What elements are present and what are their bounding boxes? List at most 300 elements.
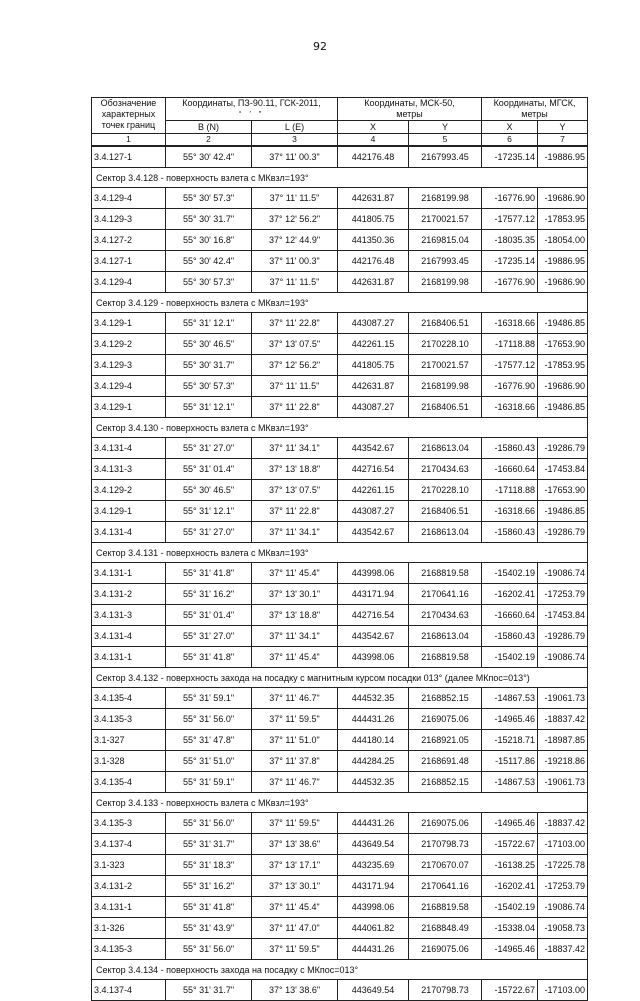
mgsk-x-cell: -16138.25 bbox=[482, 855, 538, 876]
msk-x-cell: 442716.54 bbox=[338, 605, 409, 626]
msk-x-cell: 442716.54 bbox=[338, 459, 409, 480]
column-number: 1 bbox=[92, 134, 166, 147]
sector-row bbox=[92, 793, 588, 813]
point-id-cell: 3.4.137-4 bbox=[92, 834, 166, 855]
header-pz-coordinates: Координаты, ПЗ-90.11, ГСК-2011, ° ′ ″ bbox=[166, 98, 338, 121]
msk-y-cell: 2168199.98 bbox=[409, 376, 482, 397]
table-row bbox=[92, 188, 588, 209]
msk-x-cell: 443542.67 bbox=[338, 522, 409, 543]
table-row bbox=[92, 897, 588, 918]
subheader-l-e: L (E) bbox=[252, 121, 338, 134]
mgsk-x-cell: -15402.19 bbox=[482, 563, 538, 584]
table-row bbox=[92, 939, 588, 960]
msk-x-cell: 444431.26 bbox=[338, 709, 409, 730]
msk-y-cell: 2170434.63 bbox=[409, 605, 482, 626]
sector-row bbox=[92, 418, 588, 438]
msk-x-cell: 443998.06 bbox=[338, 563, 409, 584]
latitude-cell: 55° 31' 31.7" bbox=[166, 834, 252, 855]
sector-row bbox=[92, 543, 588, 563]
msk-x-cell: 443998.06 bbox=[338, 647, 409, 668]
mgsk-x-cell: -14965.46 bbox=[482, 813, 538, 834]
latitude-cell: 55° 30' 42.4" bbox=[166, 146, 252, 168]
msk-y-cell: 2168199.98 bbox=[409, 272, 482, 293]
msk-x-cell: 443649.54 bbox=[338, 834, 409, 855]
mgsk-y-cell: -19286.79 bbox=[538, 438, 588, 459]
mgsk-y-cell: -19061.73 bbox=[538, 688, 588, 709]
mgsk-x-cell: -15722.67 bbox=[482, 980, 538, 1001]
table-row bbox=[92, 876, 588, 897]
column-number: 2 bbox=[166, 134, 252, 147]
sector-title: Сектор 3.4.130 - поверхность взлета с МКвзл=193° bbox=[92, 418, 588, 438]
sector-row bbox=[92, 293, 588, 313]
table-row bbox=[92, 751, 588, 772]
longitude-cell: 37° 11' 59.5" bbox=[252, 813, 338, 834]
mgsk-y-cell: -17653.90 bbox=[538, 480, 588, 501]
column-number: 3 bbox=[252, 134, 338, 147]
latitude-cell: 55° 31' 16.2" bbox=[166, 584, 252, 605]
longitude-cell: 37° 11' 34.1" bbox=[252, 626, 338, 647]
mgsk-y-cell: -17653.90 bbox=[538, 334, 588, 355]
point-id-cell: 3.4.131-1 bbox=[92, 563, 166, 584]
mgsk-y-cell: -17853.95 bbox=[538, 209, 588, 230]
point-id-cell: 3.4.129-2 bbox=[92, 480, 166, 501]
point-id-cell: 3.4.129-3 bbox=[92, 355, 166, 376]
point-id-cell: 3.4.127-2 bbox=[92, 230, 166, 251]
latitude-cell: 55° 31' 18.3" bbox=[166, 855, 252, 876]
table-row bbox=[92, 397, 588, 418]
msk-y-cell: 2170021.57 bbox=[409, 209, 482, 230]
msk-y-cell: 2170641.16 bbox=[409, 584, 482, 605]
point-id-cell: 3.4.131-4 bbox=[92, 626, 166, 647]
msk-y-cell: 2168819.58 bbox=[409, 897, 482, 918]
table-header bbox=[92, 98, 588, 147]
latitude-cell: 55° 30' 46.5" bbox=[166, 480, 252, 501]
mgsk-y-cell: -19218.86 bbox=[538, 751, 588, 772]
sector-row bbox=[92, 168, 588, 188]
mgsk-y-cell: -19686.90 bbox=[538, 188, 588, 209]
table-row bbox=[92, 376, 588, 397]
table-row bbox=[92, 313, 588, 334]
msk-y-cell: 2170228.10 bbox=[409, 334, 482, 355]
longitude-cell: 37° 12' 56.2" bbox=[252, 355, 338, 376]
latitude-cell: 55° 31' 59.1" bbox=[166, 772, 252, 793]
table-row bbox=[92, 730, 588, 751]
msk-y-cell: 2168406.51 bbox=[409, 313, 482, 334]
latitude-cell: 55° 31' 56.0" bbox=[166, 813, 252, 834]
latitude-cell: 55° 30' 57.3" bbox=[166, 376, 252, 397]
longitude-cell: 37° 13' 38.6" bbox=[252, 834, 338, 855]
point-id-cell: 3.4.129-4 bbox=[92, 376, 166, 397]
table-row bbox=[92, 438, 588, 459]
point-id-cell: 3.4.129-2 bbox=[92, 334, 166, 355]
msk-y-cell: 2170798.73 bbox=[409, 834, 482, 855]
msk-y-cell: 2168613.04 bbox=[409, 626, 482, 647]
table-row bbox=[92, 626, 588, 647]
page-number: 92 bbox=[313, 40, 327, 53]
mgsk-y-cell: -19686.90 bbox=[538, 272, 588, 293]
table-row bbox=[92, 918, 588, 939]
longitude-cell: 37° 13' 18.8" bbox=[252, 459, 338, 480]
latitude-cell: 55° 31' 27.0" bbox=[166, 522, 252, 543]
mgsk-x-cell: -16202.41 bbox=[482, 876, 538, 897]
msk-x-cell: 441350.36 bbox=[338, 230, 409, 251]
mgsk-x-cell: -17118.88 bbox=[482, 480, 538, 501]
msk-y-cell: 2170228.10 bbox=[409, 480, 482, 501]
point-id-cell: 3.4.127-1 bbox=[92, 251, 166, 272]
mgsk-y-cell: -19286.79 bbox=[538, 522, 588, 543]
table-row bbox=[92, 772, 588, 793]
mgsk-y-cell: -19286.79 bbox=[538, 626, 588, 647]
msk-y-cell: 2170021.57 bbox=[409, 355, 482, 376]
point-id-cell: 3.1-328 bbox=[92, 751, 166, 772]
mgsk-y-cell: -19886.95 bbox=[538, 251, 588, 272]
column-number: 6 bbox=[482, 134, 538, 147]
mgsk-x-cell: -15402.19 bbox=[482, 897, 538, 918]
longitude-cell: 37° 11' 11.5" bbox=[252, 376, 338, 397]
msk-y-cell: 2167993.45 bbox=[409, 146, 482, 168]
mgsk-x-cell: -16660.64 bbox=[482, 605, 538, 626]
mgsk-x-cell: -16318.66 bbox=[482, 313, 538, 334]
longitude-cell: 37° 11' 34.1" bbox=[252, 438, 338, 459]
point-id-cell: 3.4.127-1 bbox=[92, 146, 166, 168]
table-row bbox=[92, 334, 588, 355]
latitude-cell: 55° 31' 16.2" bbox=[166, 876, 252, 897]
mgsk-x-cell: -16776.90 bbox=[482, 188, 538, 209]
msk-x-cell: 442631.87 bbox=[338, 272, 409, 293]
point-id-cell: 3.4.129-4 bbox=[92, 188, 166, 209]
mgsk-x-cell: -15338.04 bbox=[482, 918, 538, 939]
msk-x-cell: 443171.94 bbox=[338, 876, 409, 897]
msk-y-cell: 2167993.45 bbox=[409, 251, 482, 272]
msk-x-cell: 444284.25 bbox=[338, 751, 409, 772]
mgsk-x-cell: -17235.14 bbox=[482, 251, 538, 272]
mgsk-x-cell: -17118.88 bbox=[482, 334, 538, 355]
point-id-cell: 3.4.135-4 bbox=[92, 688, 166, 709]
sector-title: Сектор 3.4.133 - поверхность взлета с МКвзл=193° bbox=[92, 793, 588, 813]
latitude-cell: 55° 30' 16.8" bbox=[166, 230, 252, 251]
mgsk-x-cell: -15218.71 bbox=[482, 730, 538, 751]
mgsk-y-cell: -19086.74 bbox=[538, 647, 588, 668]
longitude-cell: 37° 11' 51.0" bbox=[252, 730, 338, 751]
point-id-cell: 3.4.129-1 bbox=[92, 397, 166, 418]
column-number: 5 bbox=[409, 134, 482, 147]
msk-x-cell: 441805.75 bbox=[338, 209, 409, 230]
mgsk-x-cell: -15722.67 bbox=[482, 834, 538, 855]
longitude-cell: 37° 11' 22.8" bbox=[252, 313, 338, 334]
sector-title: Сектор 3.4.131 - поверхность взлета с МКвзл=193° bbox=[92, 543, 588, 563]
msk-y-cell: 2169815.04 bbox=[409, 230, 482, 251]
longitude-cell: 37° 13' 17.1" bbox=[252, 855, 338, 876]
latitude-cell: 55° 31' 59.1" bbox=[166, 688, 252, 709]
msk-y-cell: 2168819.58 bbox=[409, 563, 482, 584]
mgsk-y-cell: -17253.79 bbox=[538, 584, 588, 605]
column-number: 4 bbox=[338, 134, 409, 147]
longitude-cell: 37° 13' 30.1" bbox=[252, 584, 338, 605]
mgsk-x-cell: -15860.43 bbox=[482, 438, 538, 459]
msk-y-cell: 2168691.48 bbox=[409, 751, 482, 772]
latitude-cell: 55° 31' 47.8" bbox=[166, 730, 252, 751]
longitude-cell: 37° 11' 34.1" bbox=[252, 522, 338, 543]
msk-x-cell: 443542.67 bbox=[338, 626, 409, 647]
latitude-cell: 55° 31' 12.1" bbox=[166, 397, 252, 418]
mgsk-y-cell: -19086.74 bbox=[538, 897, 588, 918]
table-row bbox=[92, 146, 588, 168]
msk-x-cell: 443171.94 bbox=[338, 584, 409, 605]
sector-title: Сектор 3.4.134 - поверхность захода на посадку с МКпос=013° bbox=[92, 960, 588, 980]
table-row bbox=[92, 813, 588, 834]
mgsk-x-cell: -14867.53 bbox=[482, 688, 538, 709]
msk-y-cell: 2168613.04 bbox=[409, 438, 482, 459]
point-id-cell: 3.4.129-1 bbox=[92, 313, 166, 334]
point-id-cell: 3.4.129-1 bbox=[92, 501, 166, 522]
subheader-mgsk-y: Y bbox=[538, 121, 588, 134]
mgsk-y-cell: -19686.90 bbox=[538, 376, 588, 397]
mgsk-x-cell: -16318.66 bbox=[482, 501, 538, 522]
table-row bbox=[92, 480, 588, 501]
mgsk-x-cell: -16776.90 bbox=[482, 376, 538, 397]
latitude-cell: 55° 30' 31.7" bbox=[166, 209, 252, 230]
mgsk-y-cell: -19061.73 bbox=[538, 772, 588, 793]
longitude-cell: 37° 11' 00.3" bbox=[252, 251, 338, 272]
latitude-cell: 55° 31' 41.8" bbox=[166, 563, 252, 584]
msk-y-cell: 2170434.63 bbox=[409, 459, 482, 480]
mgsk-y-cell: -19486.85 bbox=[538, 501, 588, 522]
mgsk-y-cell: -19058.73 bbox=[538, 918, 588, 939]
mgsk-x-cell: -14965.46 bbox=[482, 709, 538, 730]
table-row bbox=[92, 209, 588, 230]
longitude-cell: 37° 11' 11.5" bbox=[252, 188, 338, 209]
msk-x-cell: 443542.67 bbox=[338, 438, 409, 459]
point-id-cell: 3.4.131-3 bbox=[92, 605, 166, 626]
coordinates-table bbox=[91, 97, 588, 1001]
mgsk-y-cell: -19086.74 bbox=[538, 563, 588, 584]
msk-x-cell: 443998.06 bbox=[338, 897, 409, 918]
latitude-cell: 55° 31' 12.1" bbox=[166, 313, 252, 334]
mgsk-y-cell: -19486.85 bbox=[538, 313, 588, 334]
msk-x-cell: 444061.82 bbox=[338, 918, 409, 939]
point-id-cell: 3.4.131-1 bbox=[92, 897, 166, 918]
latitude-cell: 55° 31' 12.1" bbox=[166, 501, 252, 522]
table-row bbox=[92, 855, 588, 876]
msk-y-cell: 2170798.73 bbox=[409, 980, 482, 1001]
table-body bbox=[92, 146, 588, 1001]
msk-x-cell: 443087.27 bbox=[338, 501, 409, 522]
table-row bbox=[92, 251, 588, 272]
mgsk-y-cell: -17225.78 bbox=[538, 855, 588, 876]
table-row bbox=[92, 522, 588, 543]
sector-title: Сектор 3.4.132 - поверхность захода на посадку с магнитным курсом посадки 013° (далее МКпос=013°) bbox=[92, 668, 588, 688]
subheader-msk-y: Y bbox=[409, 121, 482, 134]
mgsk-y-cell: -17253.79 bbox=[538, 876, 588, 897]
point-id-cell: 3.1-327 bbox=[92, 730, 166, 751]
table-row bbox=[92, 584, 588, 605]
msk-x-cell: 444532.35 bbox=[338, 772, 409, 793]
msk-x-cell: 444532.35 bbox=[338, 688, 409, 709]
mgsk-x-cell: -17577.12 bbox=[482, 209, 538, 230]
table-row bbox=[92, 563, 588, 584]
subheader-b-n: B (N) bbox=[166, 121, 252, 134]
longitude-cell: 37° 11' 45.4" bbox=[252, 897, 338, 918]
point-id-cell: 3.4.131-2 bbox=[92, 876, 166, 897]
longitude-cell: 37° 11' 46.7" bbox=[252, 772, 338, 793]
point-id-cell: 3.1-323 bbox=[92, 855, 166, 876]
msk-y-cell: 2168613.04 bbox=[409, 522, 482, 543]
latitude-cell: 55° 31' 27.0" bbox=[166, 438, 252, 459]
header-mgsk-coordinates: Координаты, МГСК, метры bbox=[482, 98, 588, 121]
longitude-cell: 37° 13' 38.6" bbox=[252, 980, 338, 1001]
mgsk-y-cell: -19886.95 bbox=[538, 146, 588, 168]
point-id-cell: 3.4.135-4 bbox=[92, 772, 166, 793]
latitude-cell: 55° 31' 43.9" bbox=[166, 918, 252, 939]
longitude-cell: 37° 11' 11.5" bbox=[252, 272, 338, 293]
longitude-cell: 37° 13' 30.1" bbox=[252, 876, 338, 897]
msk-y-cell: 2168406.51 bbox=[409, 501, 482, 522]
msk-x-cell: 444180.14 bbox=[338, 730, 409, 751]
mgsk-y-cell: -18837.42 bbox=[538, 939, 588, 960]
latitude-cell: 55° 30' 57.3" bbox=[166, 188, 252, 209]
point-id-cell: 3.4.129-4 bbox=[92, 272, 166, 293]
subheader-msk-x: X bbox=[338, 121, 409, 134]
longitude-cell: 37° 11' 00.3" bbox=[252, 146, 338, 168]
table-row bbox=[92, 501, 588, 522]
msk-x-cell: 442261.15 bbox=[338, 480, 409, 501]
latitude-cell: 55° 31' 56.0" bbox=[166, 709, 252, 730]
mgsk-x-cell: -14965.46 bbox=[482, 939, 538, 960]
mgsk-x-cell: -15860.43 bbox=[482, 626, 538, 647]
longitude-cell: 37° 11' 45.4" bbox=[252, 563, 338, 584]
mgsk-y-cell: -19486.85 bbox=[538, 397, 588, 418]
table-row bbox=[92, 688, 588, 709]
sector-title: Сектор 3.4.129 - поверхность взлета с МКвзл=193° bbox=[92, 293, 588, 313]
longitude-cell: 37° 11' 22.8" bbox=[252, 397, 338, 418]
msk-y-cell: 2170670.07 bbox=[409, 855, 482, 876]
msk-x-cell: 443649.54 bbox=[338, 980, 409, 1001]
msk-y-cell: 2168921.05 bbox=[409, 730, 482, 751]
point-id-cell: 3.4.131-4 bbox=[92, 522, 166, 543]
msk-y-cell: 2170641.16 bbox=[409, 876, 482, 897]
mgsk-y-cell: -18054.00 bbox=[538, 230, 588, 251]
point-id-cell: 3.4.131-3 bbox=[92, 459, 166, 480]
subheader-mgsk-x: X bbox=[482, 121, 538, 134]
mgsk-y-cell: -17853.95 bbox=[538, 355, 588, 376]
table-row bbox=[92, 230, 588, 251]
longitude-cell: 37° 11' 37.8" bbox=[252, 751, 338, 772]
longitude-cell: 37° 12' 44.9" bbox=[252, 230, 338, 251]
longitude-cell: 37° 11' 22.8" bbox=[252, 501, 338, 522]
latitude-cell: 55° 31' 51.0" bbox=[166, 751, 252, 772]
table-row bbox=[92, 605, 588, 626]
longitude-cell: 37° 12' 56.2" bbox=[252, 209, 338, 230]
mgsk-y-cell: -17453.84 bbox=[538, 605, 588, 626]
point-id-cell: 3.4.135-3 bbox=[92, 939, 166, 960]
latitude-cell: 55° 31' 27.0" bbox=[166, 626, 252, 647]
msk-y-cell: 2169075.06 bbox=[409, 709, 482, 730]
msk-y-cell: 2169075.06 bbox=[409, 813, 482, 834]
mgsk-x-cell: -15117.86 bbox=[482, 751, 538, 772]
longitude-cell: 37° 13' 07.5" bbox=[252, 334, 338, 355]
mgsk-x-cell: -15402.19 bbox=[482, 647, 538, 668]
point-id-cell: 3.4.129-3 bbox=[92, 209, 166, 230]
mgsk-x-cell: -17235.14 bbox=[482, 146, 538, 168]
msk-y-cell: 2168819.58 bbox=[409, 647, 482, 668]
latitude-cell: 55° 30' 46.5" bbox=[166, 334, 252, 355]
latitude-cell: 55° 31' 41.8" bbox=[166, 897, 252, 918]
table-row bbox=[92, 355, 588, 376]
mgsk-x-cell: -16202.41 bbox=[482, 584, 538, 605]
mgsk-y-cell: -17103.00 bbox=[538, 834, 588, 855]
mgsk-y-cell: -18837.42 bbox=[538, 813, 588, 834]
point-id-cell: 3.4.135-3 bbox=[92, 813, 166, 834]
mgsk-x-cell: -17577.12 bbox=[482, 355, 538, 376]
latitude-cell: 55° 30' 31.7" bbox=[166, 355, 252, 376]
longitude-cell: 37° 11' 59.5" bbox=[252, 939, 338, 960]
mgsk-y-cell: -17453.84 bbox=[538, 459, 588, 480]
mgsk-y-cell: -18837.42 bbox=[538, 709, 588, 730]
table-row bbox=[92, 272, 588, 293]
sector-row bbox=[92, 668, 588, 688]
msk-x-cell: 442631.87 bbox=[338, 188, 409, 209]
latitude-cell: 55° 30' 57.3" bbox=[166, 272, 252, 293]
mgsk-x-cell: -16660.64 bbox=[482, 459, 538, 480]
mgsk-x-cell: -14867.53 bbox=[482, 772, 538, 793]
table-row bbox=[92, 647, 588, 668]
msk-y-cell: 2168848.49 bbox=[409, 918, 482, 939]
longitude-cell: 37° 11' 47.0" bbox=[252, 918, 338, 939]
table-row bbox=[92, 459, 588, 480]
point-id-cell: 3.4.137-4 bbox=[92, 980, 166, 1001]
latitude-cell: 55° 31' 01.4" bbox=[166, 459, 252, 480]
latitude-cell: 55° 31' 41.8" bbox=[166, 647, 252, 668]
point-id-cell: 3.1-326 bbox=[92, 918, 166, 939]
mgsk-x-cell: -16318.66 bbox=[482, 397, 538, 418]
point-id-cell: 3.4.135-3 bbox=[92, 709, 166, 730]
msk-x-cell: 441805.75 bbox=[338, 355, 409, 376]
msk-x-cell: 442176.48 bbox=[338, 251, 409, 272]
latitude-cell: 55° 31' 56.0" bbox=[166, 939, 252, 960]
table-row bbox=[92, 834, 588, 855]
msk-y-cell: 2168199.98 bbox=[409, 188, 482, 209]
msk-x-cell: 443235.69 bbox=[338, 855, 409, 876]
msk-x-cell: 442631.87 bbox=[338, 376, 409, 397]
msk-x-cell: 444431.26 bbox=[338, 939, 409, 960]
header-point-designation: Обозначение характерных точек границ bbox=[92, 98, 166, 134]
column-number: 7 bbox=[538, 134, 588, 147]
longitude-cell: 37° 13' 07.5" bbox=[252, 480, 338, 501]
mgsk-x-cell: -16776.90 bbox=[482, 272, 538, 293]
mgsk-x-cell: -18035.35 bbox=[482, 230, 538, 251]
latitude-cell: 55° 30' 42.4" bbox=[166, 251, 252, 272]
msk-x-cell: 442176.48 bbox=[338, 146, 409, 168]
mgsk-y-cell: -17103.00 bbox=[538, 980, 588, 1001]
msk-x-cell: 443087.27 bbox=[338, 313, 409, 334]
sector-row bbox=[92, 960, 588, 980]
longitude-cell: 37° 11' 45.4" bbox=[252, 647, 338, 668]
msk-x-cell: 444431.26 bbox=[338, 813, 409, 834]
msk-y-cell: 2169075.06 bbox=[409, 939, 482, 960]
mgsk-x-cell: -15860.43 bbox=[482, 522, 538, 543]
sector-title: Сектор 3.4.128 - поверхность взлета с МКвзл=193° bbox=[92, 168, 588, 188]
point-id-cell: 3.4.131-1 bbox=[92, 647, 166, 668]
latitude-cell: 55° 31' 31.7" bbox=[166, 980, 252, 1001]
point-id-cell: 3.4.131-4 bbox=[92, 438, 166, 459]
msk-x-cell: 443087.27 bbox=[338, 397, 409, 418]
point-id-cell: 3.4.131-2 bbox=[92, 584, 166, 605]
table-row bbox=[92, 980, 588, 1001]
msk-x-cell: 442261.15 bbox=[338, 334, 409, 355]
msk-y-cell: 2168852.15 bbox=[409, 688, 482, 709]
latitude-cell: 55° 31' 01.4" bbox=[166, 605, 252, 626]
table-row bbox=[92, 709, 588, 730]
